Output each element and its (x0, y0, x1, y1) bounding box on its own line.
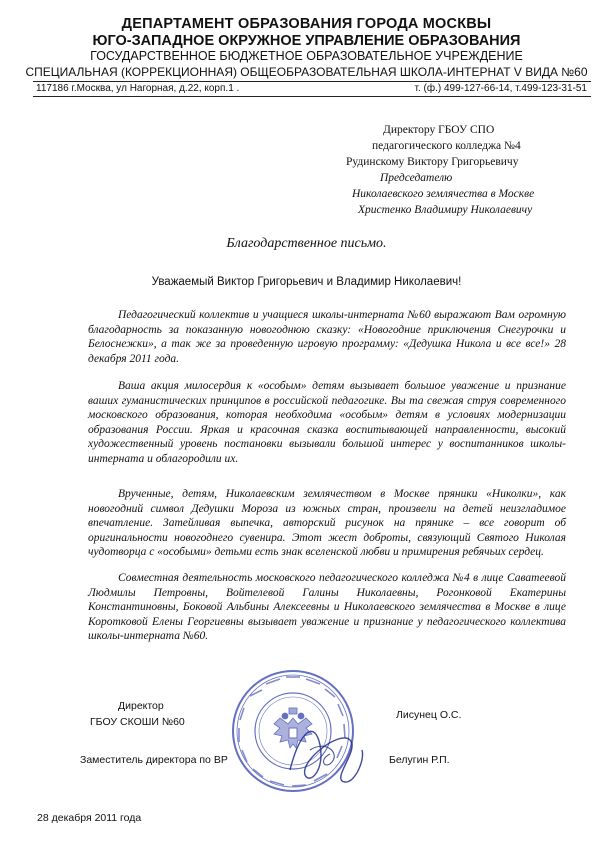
director-school: ГБОУ СКОШИ №60 (90, 716, 185, 728)
letter-salutation: Уважаемый Виктор Григорьевич и Владимир Николаевич! (151, 276, 462, 288)
deputy-title: Заместитель директора по ВР (80, 754, 228, 766)
handwritten-signature (270, 690, 380, 800)
letter-paragraph: Совместная деятельность московского педагогического колледжа №4 в лице Саватеевой Людмилы Петровны, Войтелевой Галины Николаевны, Рогонковой Екатерины Константиновны, Боковой Альбины Алексеевны и Николаевского землячества в Москве в лице Коротковой Елены Георгиевны вызывает уважение и признание у педагогического коллектива школы-интерната №60. (88, 572, 566, 642)
letter-paragraph: Педагогический коллектив и учащиеся школы-интерната №60 выражают Вам огромную благодарность за показанную новогоднюю сказку: «Новогодние приключения Снегурочки и Белоснежки», а так же за проведенную игровую программу: «Дедушка Никола и все все!» 28 декабря 2011 года. (88, 309, 566, 365)
address-divider (33, 96, 591, 97)
header-department: ДЕПАРТАМЕНТ ОБРАЗОВАНИЯ ГОРОДА МОСКВЫ (121, 16, 492, 32)
header-school-name: СПЕЦИАЛЬНАЯ (КОРРЕКЦИОННАЯ) ОБЩЕОБРАЗОВАТЕЛЬНАЯ ШКОЛА-ИНТЕРНАТ V ВИДА №60 (25, 65, 588, 79)
director-name: Лисунец О.С. (396, 709, 462, 721)
deputy-name: Белугин Р.П. (389, 754, 450, 766)
header-divider (33, 81, 591, 82)
recipient-line: Рудинскому Виктору Григорьевичу (346, 156, 519, 168)
letter-date: 28 декабря 2011 года (37, 812, 142, 824)
school-phones: т. (ф.) 499-127-66-14, т.499-123-31-51 (414, 83, 587, 94)
header-institution-type: ГОСУДАРСТВЕННОЕ БЮДЖЕТНОЕ ОБРАЗОВАТЕЛЬНОЕ УЧРЕЖДЕНИЕ (90, 49, 523, 63)
letter-paragraph: Ваша акция милосердия к «особым» детям вызывает большое уважение и признание ваших гуманистических принципов в российской педагогике. Вы та свежая струя современного московского образования, которая необходима «особым» детям в условиях модернизации образования России. Яркая и красочная сказка воспитывающей направленности, высокий художественный уровень постановки вызывали большой интерес у воспитанников школы-интерната и облагородили их. (88, 380, 566, 465)
letter-paragraph: Врученные, детям, Николаевским землячеством в Москве пряники «Николки», как новогодний символ Дедушки Мороза из южных стран, произвели на детей неизгладимое впечатление. Затейливая выпечка, авторский рисунок на прянике – все говорит об оригинальности новогоднего сувенира. Этот жест доброты, связующий Святого Николая чудотворца с «особыми» детьми есть знак вселенской любви и примирения ребячьих сердец. (88, 488, 566, 558)
school-address: 117186 г.Москва, ул Нагорная, д.22, корп.1 . (36, 83, 240, 94)
director-title: Директор (118, 700, 164, 712)
recipient-line: Николаевского землячества в Москве (352, 188, 535, 200)
letter-title: Благодарственное письмо. (226, 236, 387, 251)
recipient-line: Директору ГБОУ СПО (383, 124, 495, 136)
recipient-line: Христенко Владимиру Николаевичу (358, 204, 533, 216)
recipient-line: Председателю (380, 172, 453, 184)
header-district: ЮГО-ЗАПАДНОЕ ОКРУЖНОЕ УПРАВЛЕНИЕ ОБРАЗОВАНИЯ (92, 33, 521, 49)
recipient-line: педагогического колледжа №4 (372, 140, 521, 152)
